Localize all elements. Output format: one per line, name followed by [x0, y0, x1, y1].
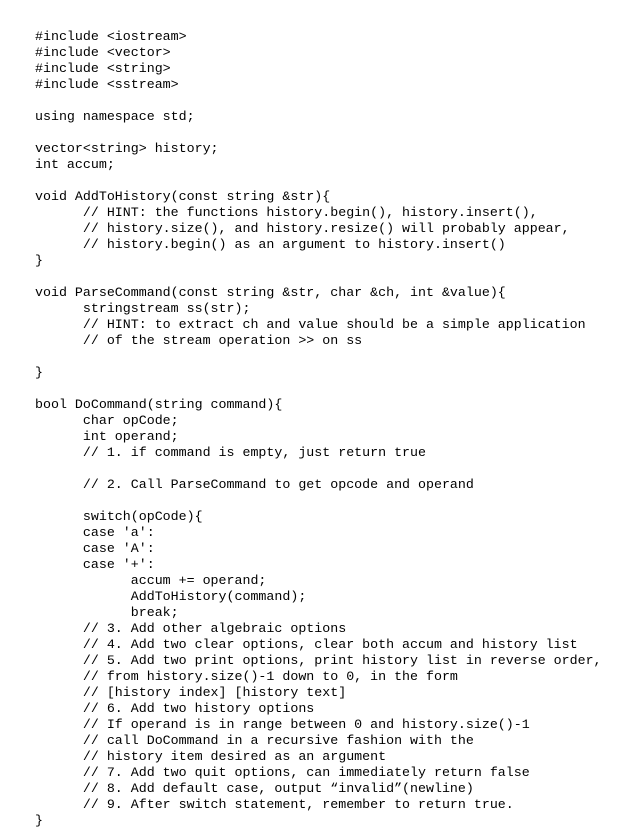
code-line: // from history.size()-1 down to 0, in the form [35, 669, 458, 684]
code-line: break; [35, 605, 179, 620]
code-line [35, 125, 633, 141]
code-line: // 2. Call ParseCommand to get opcode and operand [35, 477, 474, 492]
code-line: // history item desired as an argument [35, 749, 387, 764]
code-line: void AddToHistory(const string &str){ [35, 189, 331, 204]
code-line: // call DoCommand in a recursive fashion with the [35, 733, 474, 748]
code-line [35, 493, 633, 509]
code-line: case '+': [35, 557, 155, 572]
code-line: // 9. After switch statement, remember to return true. [35, 797, 514, 812]
code-line: // 4. Add two clear options, clear both accum and history list [35, 637, 578, 652]
code-line: // history.begin() as an argument to history.insert() [35, 237, 506, 252]
code-line: } [35, 813, 43, 828]
code-line: } [35, 253, 43, 268]
code-line: #include <string> [35, 61, 171, 76]
code-line [35, 93, 633, 109]
code-line: // If operand is in range between 0 and history.size()-1 [35, 717, 530, 732]
code-line: case 'a': [35, 525, 155, 540]
code-line: vector<string> history; [35, 141, 219, 156]
code-line: char opCode; [35, 413, 179, 428]
code-line: case 'A': [35, 541, 155, 556]
code-line [35, 173, 633, 189]
code-line: #include <vector> [35, 45, 171, 60]
code-line: #include <iostream> [35, 29, 187, 44]
code-line: // history.size(), and history.resize() will probably appear, [35, 221, 570, 236]
code-line: bool DoCommand(string command){ [35, 397, 283, 412]
code-line: AddToHistory(command); [35, 589, 307, 604]
code-line: using namespace std; [35, 109, 195, 124]
code-line: void ParseCommand(const string &str, char &ch, int &value){ [35, 285, 506, 300]
code-line: // HINT: to extract ch and value should be a simple application [35, 317, 586, 332]
code-line [35, 461, 633, 477]
code-listing [35, 29, 633, 829]
code-line [35, 381, 633, 397]
code-line: // 5. Add two print options, print history list in reverse order, [35, 653, 602, 668]
code-line: int operand; [35, 429, 179, 444]
code-line: #include <sstream> [35, 77, 179, 92]
code-line [35, 349, 633, 365]
code-line: // 7. Add two quit options, can immediately return false [35, 765, 530, 780]
code-line: // [history index] [history text] [35, 685, 347, 700]
code-line: accum += operand; [35, 573, 267, 588]
code-line: stringstream ss(str); [35, 301, 251, 316]
code-line: // 3. Add other algebraic options [35, 621, 347, 636]
code-line: // 8. Add default case, output “invalid”(newline) [35, 781, 474, 796]
code-line: switch(opCode){ [35, 509, 203, 524]
code-line: // of the stream operation >> on ss [35, 333, 363, 348]
code-line: int accum; [35, 157, 115, 172]
code-line: // 1. if command is empty, just return true [35, 445, 426, 460]
code-line: } [35, 365, 43, 380]
code-line: // HINT: the functions history.begin(), history.insert(), [35, 205, 538, 220]
code-line [35, 269, 633, 285]
code-line: // 6. Add two history options [35, 701, 315, 716]
